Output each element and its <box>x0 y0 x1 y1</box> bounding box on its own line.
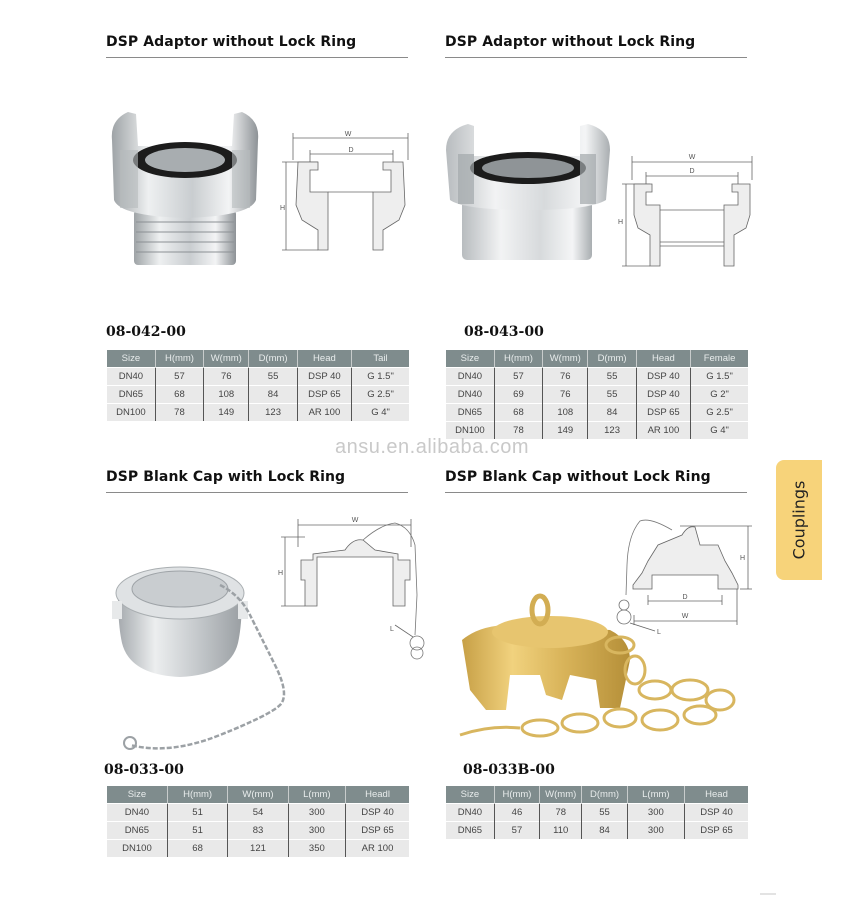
table-cell: 149 <box>204 404 249 422</box>
col-header: H(mm) <box>494 350 542 368</box>
table-cell: DN65 <box>446 404 494 422</box>
table-cell: 57 <box>494 822 539 840</box>
col-header: Headl <box>346 786 409 804</box>
table-row <box>446 386 748 404</box>
table-cell: 300 <box>288 822 345 840</box>
drawing-label-w: W <box>681 613 689 620</box>
table-cell: DSP 65 <box>636 404 690 422</box>
table-cell: 84 <box>249 386 297 404</box>
table-cell: 84 <box>588 404 636 422</box>
table-cell: DN100 <box>446 422 494 440</box>
table-row <box>107 840 409 858</box>
table-cell: DSP 40 <box>346 804 409 822</box>
table-cell: 149 <box>543 422 588 440</box>
col-header: Size <box>446 786 494 804</box>
table-row <box>107 822 409 840</box>
title-divider <box>445 57 747 58</box>
drawing-label-l: L <box>657 629 661 636</box>
title-divider <box>106 57 408 58</box>
table-cell: 123 <box>249 404 297 422</box>
col-header: L(mm) <box>627 786 684 804</box>
table-row <box>107 368 409 386</box>
table-row <box>107 386 409 404</box>
table-cell: 300 <box>627 822 684 840</box>
table-cell: 123 <box>588 422 636 440</box>
table-cell: 76 <box>543 386 588 404</box>
drawing-label-w: W <box>688 154 696 161</box>
col-header: W(mm) <box>228 786 288 804</box>
table-cell: DN40 <box>107 804 167 822</box>
col-header: D(mm) <box>582 786 627 804</box>
col-header: Female <box>691 350 748 368</box>
part-number: 08-033B-00 <box>463 762 555 778</box>
table-cell: DN65 <box>107 386 155 404</box>
table-row <box>107 404 409 422</box>
table-cell: 76 <box>204 368 249 386</box>
table-cell: DN40 <box>446 368 494 386</box>
table-cell: G 4" <box>691 422 748 440</box>
drawing-label-h: H <box>740 555 746 562</box>
table-cell: DSP 65 <box>346 822 409 840</box>
table-cell: DSP 40 <box>636 368 690 386</box>
part-number: 08-042-00 <box>106 324 186 340</box>
table-cell: 300 <box>627 804 684 822</box>
adaptor-female-photo <box>440 110 620 270</box>
table-cell: 68 <box>155 386 203 404</box>
table-cell: 78 <box>155 404 203 422</box>
table-cell: 54 <box>228 804 288 822</box>
section-title-adaptor-male: DSP Adaptor without Lock Ring <box>106 34 357 50</box>
col-header: Size <box>107 350 155 368</box>
drawing-label-h: H <box>278 570 284 577</box>
spec-table-08-033-00 <box>107 786 409 857</box>
table-row <box>446 822 748 840</box>
col-header: Size <box>446 350 494 368</box>
table-cell: 55 <box>582 804 627 822</box>
table-cell: 69 <box>494 386 542 404</box>
table-cell: DN40 <box>446 804 494 822</box>
table-cell: DSP 65 <box>297 386 351 404</box>
table-cell: 108 <box>543 404 588 422</box>
drawing-label-w: W <box>351 517 359 524</box>
watermark: ansu.en.alibaba.com <box>335 436 530 458</box>
table-cell: G 4" <box>352 404 409 422</box>
spec-table-08-043-00 <box>446 350 748 439</box>
table-cell: 110 <box>540 822 582 840</box>
section-title-blank-cap-with-lock-ring: DSP Blank Cap with Lock Ring <box>106 469 346 485</box>
table-row <box>107 804 409 822</box>
table-cell: DSP 40 <box>297 368 351 386</box>
col-header: L(mm) <box>288 786 345 804</box>
title-divider <box>445 492 747 493</box>
table-cell: 55 <box>588 386 636 404</box>
table-cell: DSP 40 <box>636 386 690 404</box>
table-cell: 51 <box>167 822 227 840</box>
table-cell: 84 <box>582 822 627 840</box>
adaptor-male-thread-photo <box>100 100 270 280</box>
title-divider <box>106 492 408 493</box>
drawing-label-w: W <box>344 131 352 138</box>
col-header: D(mm) <box>588 350 636 368</box>
col-header: Head <box>685 786 748 804</box>
col-header: H(mm) <box>155 350 203 368</box>
table-cell: G 2.5" <box>352 386 409 404</box>
table-cell: 78 <box>540 804 582 822</box>
table-cell: G 1.5" <box>691 368 748 386</box>
table-cell: 78 <box>494 422 542 440</box>
adaptor-female-technical-drawing <box>610 150 760 270</box>
table-cell: 83 <box>228 822 288 840</box>
col-header: W(mm) <box>543 350 588 368</box>
table-cell: DSP 40 <box>685 804 748 822</box>
table-row <box>446 804 748 822</box>
table-cell: 68 <box>167 840 227 858</box>
part-number: 08-043-00 <box>464 324 544 340</box>
drawing-label-d: D <box>682 594 688 601</box>
drawing-label-h: H <box>618 219 624 226</box>
table-cell: 76 <box>543 368 588 386</box>
adaptor-male-technical-drawing <box>278 130 418 260</box>
table-cell: DN40 <box>107 368 155 386</box>
table-row <box>446 404 748 422</box>
category-tab-couplings <box>776 460 822 580</box>
col-header: W(mm) <box>204 350 249 368</box>
drawing-label-l: L <box>390 626 394 633</box>
col-header: H(mm) <box>167 786 227 804</box>
col-header: H(mm) <box>494 786 539 804</box>
table-cell: AR 100 <box>636 422 690 440</box>
table-cell: 121 <box>228 840 288 858</box>
drawing-label-d: D <box>689 168 695 175</box>
table-cell: 68 <box>494 404 542 422</box>
table-cell: 55 <box>588 368 636 386</box>
table-cell: AR 100 <box>297 404 351 422</box>
table-cell: DSP 65 <box>685 822 748 840</box>
table-cell: 108 <box>204 386 249 404</box>
table-cell: 300 <box>288 804 345 822</box>
blank-cap-brass-photo <box>450 590 750 745</box>
table-cell: 57 <box>494 368 542 386</box>
blank-cap-with-lock-ring-technical-drawing <box>265 505 440 675</box>
section-title-blank-cap-without-lock-ring: DSP Blank Cap without Lock Ring <box>445 469 711 485</box>
col-header: Size <box>107 786 167 804</box>
table-cell: G 1.5" <box>352 368 409 386</box>
drawing-label-h: H <box>280 205 286 212</box>
table-cell: 57 <box>155 368 203 386</box>
table-cell: DN100 <box>107 404 155 422</box>
page-number-mark <box>760 893 776 895</box>
col-header: Head <box>636 350 690 368</box>
spec-table-08-042-00 <box>107 350 409 421</box>
table-cell: 55 <box>249 368 297 386</box>
table-cell: G 2.5" <box>691 404 748 422</box>
table-cell: 46 <box>494 804 539 822</box>
table-cell: DN100 <box>107 840 167 858</box>
col-header: Tail <box>352 350 409 368</box>
table-row <box>446 368 748 386</box>
table-cell: 51 <box>167 804 227 822</box>
table-cell: G 2" <box>691 386 748 404</box>
category-tab-label: Couplings <box>789 480 809 560</box>
spec-table-08-033B-00 <box>446 786 748 839</box>
part-number: 08-033-00 <box>104 762 184 778</box>
col-header: W(mm) <box>540 786 582 804</box>
table-cell: DN65 <box>107 822 167 840</box>
table-cell: DN65 <box>446 822 494 840</box>
drawing-label-d: D <box>348 147 354 154</box>
section-title-adaptor-female: DSP Adaptor without Lock Ring <box>445 34 696 50</box>
col-header: Head <box>297 350 351 368</box>
col-header: D(mm) <box>249 350 297 368</box>
table-cell: DN40 <box>446 386 494 404</box>
table-cell: AR 100 <box>346 840 409 858</box>
table-cell: 350 <box>288 840 345 858</box>
